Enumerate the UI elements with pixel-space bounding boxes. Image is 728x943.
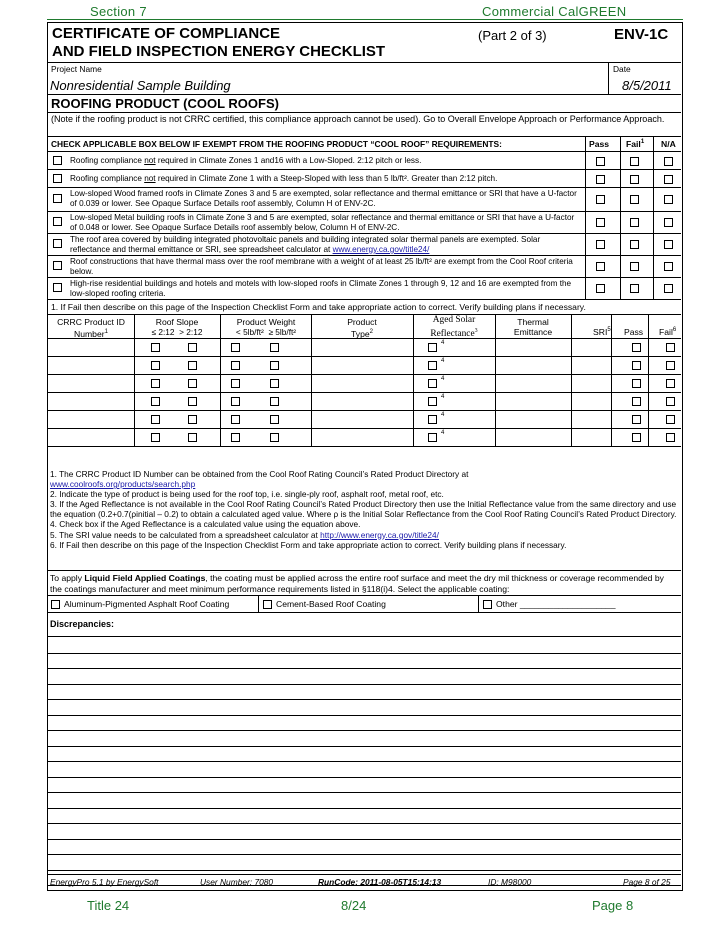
discrepancy-line[interactable]: [48, 792, 681, 793]
product-type-header: Product Type$^2$: [347, 317, 377, 339]
section-title-row: [48, 95, 681, 113]
product-table-header: [48, 315, 681, 339]
aged-footnote-mark: 4: [441, 340, 445, 346]
product-row: [48, 429, 681, 447]
aged-footnote-mark: 4: [441, 358, 445, 364]
na-checkbox[interactable]: [664, 175, 673, 184]
date-label: Date: [613, 64, 631, 74]
weight-heavy-checkbox[interactable]: [270, 397, 279, 406]
row-pass-checkbox[interactable]: [632, 433, 641, 442]
other-coating-label: Other ____________________: [496, 599, 616, 609]
roof-slope-header: Roof Slope ≤ 2:12 > 2:12: [151, 317, 203, 337]
slope-steep-checkbox[interactable]: [188, 379, 197, 388]
form-title-line1: CERTIFICATE OF COMPLIANCE: [52, 25, 281, 42]
exemption-text: The roof area covered by building integrated photovoltaic panels and building integrated solar thermal panels are exempted. Solar reflectance and thermal emittance or SRI, see spreadsheet calculator at www.energy.ca.gov/title24/: [70, 235, 541, 254]
pass-checkbox[interactable]: [596, 262, 605, 271]
footnote-1: 1. The CRRC Product ID Number can be obtained from the Cool Roof Rating Council’s Rated Product Directory at: [50, 469, 469, 479]
discrepancy-line[interactable]: [48, 761, 681, 762]
row-pass-checkbox[interactable]: [632, 361, 641, 370]
aged-footnote-mark: 4: [441, 394, 445, 400]
project-block: [48, 63, 681, 95]
footnote-5: 5. The SRI value needs to be calculated from a spreadsheet calculator at http://www.energy.ca.gov/title24/: [50, 529, 439, 540]
title24-link[interactable]: http://www.energy.ca.gov/title24/: [320, 529, 439, 540]
cement-coating-checkbox[interactable]: [263, 600, 272, 609]
product-row: [48, 393, 681, 411]
project-name-label: Project Name: [51, 64, 102, 74]
crrc-header: CRRC Product ID Number$^1$: [57, 317, 125, 339]
row-pass-checkbox[interactable]: [632, 397, 641, 406]
aged-footnote-mark: 4: [441, 412, 445, 418]
product-row: [48, 339, 681, 357]
exemption-row: [48, 234, 681, 256]
fail-note: 1. If Fail then describe on this page of the Inspection Checklist Form and take appropriate action to correct. Verify building plans if necessary.: [51, 302, 586, 312]
slope-steep-checkbox[interactable]: [188, 361, 197, 370]
row-pass-checkbox[interactable]: [632, 379, 641, 388]
footnote-3: 3. If the Aged Reflectance is not available in the Cool Roof Rating Council’s Rated Product Directory then use the Initial Reflectance value from the same directory and use the equation (0.2+0.7(ρinitial – 0.2) to obtain a calculated aged value. Where ρ is the Initial Solar Reflectance from the Cool Roof Rating Council’s Rated Product Directory.: [50, 499, 677, 520]
other-coating-checkbox[interactable]: [483, 600, 492, 609]
fail-col-header: Fail$^6$: [659, 327, 677, 337]
discrepancy-line[interactable]: [48, 653, 681, 654]
exemption-row: [48, 170, 681, 188]
aged-calculated-checkbox[interactable]: [428, 433, 437, 442]
fail-checkbox[interactable]: [630, 262, 639, 271]
aluminum-coating-label: Aluminum-Pigmented Asphalt Roof Coating: [64, 599, 230, 609]
pass-checkbox[interactable]: [596, 175, 605, 184]
fail-checkbox[interactable]: [630, 284, 639, 293]
weight-heavy-checkbox[interactable]: [270, 433, 279, 442]
na-checkbox[interactable]: [664, 195, 673, 204]
discrepancy-line[interactable]: [48, 839, 681, 840]
exemption-checkbox[interactable]: [53, 194, 62, 203]
exemption-text: Low-sloped Wood framed roofs in Climate Zones 3 and 5 are exempted, solar reflectance and thermal emittance or SRI that have a U-factor of 0.039 or lower. See Opaque Surface Details roof assembly, Column H of ENV-2C.: [70, 189, 577, 208]
form-footer: [48, 874, 681, 890]
aged-calculated-checkbox[interactable]: [428, 415, 437, 424]
form-id: ENV-1C: [614, 26, 669, 43]
discrepancy-line[interactable]: [48, 746, 681, 747]
row-pass-checkbox[interactable]: [632, 343, 641, 352]
pass-col-header: Pass: [624, 327, 644, 337]
fail-checkbox[interactable]: [630, 195, 639, 204]
weight-light-checkbox[interactable]: [231, 379, 240, 388]
exempt-header: [48, 137, 681, 152]
discrepancy-line[interactable]: [48, 684, 681, 685]
product-row: [48, 375, 681, 393]
program-label: Commercial CalGREEN: [482, 4, 627, 19]
slope-low-checkbox[interactable]: [151, 379, 160, 388]
slope-steep-checkbox[interactable]: [188, 415, 197, 424]
fail-header: Fail$^1$: [626, 139, 645, 149]
discrepancy-line[interactable]: [48, 730, 681, 731]
exemption-checkbox[interactable]: [53, 283, 62, 292]
slope-low-checkbox[interactable]: [151, 343, 160, 352]
part-label: (Part 2 of 3): [478, 28, 547, 43]
pass-checkbox[interactable]: [596, 218, 605, 227]
compliance-form: [47, 22, 683, 891]
product-weight-header: Product Weight < 5lb/ft² ≥ 5lb/ft²: [235, 317, 297, 337]
aged-calculated-checkbox[interactable]: [428, 379, 437, 388]
pass-checkbox[interactable]: [596, 157, 605, 166]
na-header: N/A: [661, 139, 676, 149]
aged-calculated-checkbox[interactable]: [428, 397, 437, 406]
discrepancy-line[interactable]: [48, 715, 681, 716]
user-number: User Number: 7080: [200, 877, 274, 887]
page-count: Page 8 of 25: [623, 877, 671, 887]
discrepancy-line[interactable]: [48, 870, 681, 871]
discrepancy-line[interactable]: [48, 854, 681, 855]
discrepancies-header: [48, 613, 681, 637]
weight-light-checkbox[interactable]: [231, 397, 240, 406]
product-row: [48, 411, 681, 429]
run-code: RunCode: 2011-08-05T15:14:13: [318, 877, 442, 887]
slope-steep-checkbox[interactable]: [188, 343, 197, 352]
fail-checkbox[interactable]: [630, 157, 639, 166]
aged-calculated-checkbox[interactable]: [428, 343, 437, 352]
cement-coating-label: Cement-Based Roof Coating: [276, 599, 386, 609]
row-fail-checkbox[interactable]: [666, 361, 675, 370]
software-label: EnergyPro 5.1 by EnergySoft: [50, 877, 159, 887]
exemption-text: High-rise residential buildings and hotels and motels with low-sloped roofs in Climate Zones 1 through 9, 12 and 16 are exempted from the low-sloped roofing criteria.: [70, 279, 572, 298]
weight-light-checkbox[interactable]: [231, 433, 240, 442]
coating-options: [48, 596, 681, 613]
approach-note: (Note if the roofing product is not CRRC certified, this compliance approach cannot be used). Go to Overall Envelope Approach or Performance Approach.: [51, 114, 665, 124]
pass-checkbox[interactable]: [596, 195, 605, 204]
date-value[interactable]: 8/5/2011: [622, 78, 672, 93]
slope-low-checkbox[interactable]: [151, 361, 160, 370]
discrepancy-line[interactable]: [48, 823, 681, 824]
exemption-checkbox[interactable]: [53, 217, 62, 226]
exemption-checkbox[interactable]: [53, 156, 62, 165]
weight-heavy-checkbox[interactable]: [270, 361, 279, 370]
title24-label: Title 24: [87, 898, 130, 913]
page-number: Page 8: [592, 898, 634, 913]
aged-reflectance-header: Aged Solar Reflectance$^3$: [430, 315, 478, 340]
slope-low-checkbox[interactable]: [151, 415, 160, 424]
na-checkbox[interactable]: [664, 157, 673, 166]
product-row: [48, 357, 681, 375]
row-fail-checkbox[interactable]: [666, 397, 675, 406]
na-checkbox[interactable]: [664, 218, 673, 227]
na-checkbox[interactable]: [664, 284, 673, 293]
aged-footnote-mark: 4: [441, 430, 445, 436]
exemption-checkbox[interactable]: [53, 174, 62, 183]
footnote-4: 4. Check box if the Aged Reflectance is a calculated value using the equation above.: [50, 519, 361, 530]
aged-footnote-mark: 4: [441, 376, 445, 382]
na-checkbox[interactable]: [664, 262, 673, 271]
exemption-checkbox[interactable]: [53, 261, 62, 270]
footnote-6: 6. If Fail then describe on this page of the Inspection Checklist Form and take appropriate action to correct. Verify building plans if necessary.: [50, 539, 567, 550]
exemption-row: [48, 256, 681, 278]
pass-header: Pass: [589, 139, 610, 149]
exemption-text: Low-sloped Metal building roofs in Climate Zone 3 and 5 are exempted, solar reflectance and thermal emittance or SRI that have a U-factor of 0.048 or lower. See Opaque Surface Details roof assembly below, Column H of ENV-2C.: [70, 213, 575, 232]
project-name-value[interactable]: Nonresidential Sample Building: [50, 78, 231, 93]
discrepancy-line[interactable]: [48, 668, 681, 669]
row-pass-checkbox[interactable]: [632, 415, 641, 424]
slope-low-checkbox[interactable]: [151, 397, 160, 406]
weight-light-checkbox[interactable]: [231, 361, 240, 370]
weight-heavy-checkbox[interactable]: [270, 379, 279, 388]
exemption-row: [48, 188, 681, 212]
discrepancies-label: Discrepancies:: [50, 619, 115, 629]
id-label: ID: M98000: [488, 877, 532, 887]
exemption-text: Roofing compliance not required in Climate Zones 1 and16 with a Low-Sloped. 2:12 pitch or less.: [70, 156, 422, 165]
coatings-intro: To apply Liquid Field Applied Coatings, the coating must be applied across the entire roof surface and meet the dry mil thickness or coverage recommended by the coatings manufacturer and meet minimum performance requirements listed in §118(i)4. Select the applicable coating:: [50, 573, 664, 594]
title-block: [48, 23, 681, 63]
footnote-2: 2. Indicate the type of product is being used for the roof top, i.e. single-ply roof, asphalt roof, metal roof, etc.: [50, 489, 444, 500]
weight-light-checkbox[interactable]: [231, 343, 240, 352]
form-title-line2: AND FIELD INSPECTION ENERGY CHECKLIST: [52, 43, 386, 60]
sri-header: SRI$^5$: [593, 327, 611, 337]
slope-low-checkbox[interactable]: [151, 433, 160, 442]
slope-steep-checkbox[interactable]: [188, 433, 197, 442]
fail-checkbox[interactable]: [630, 175, 639, 184]
row-fail-checkbox[interactable]: [666, 415, 675, 424]
page-fraction: 8/24: [341, 898, 367, 913]
weight-heavy-checkbox[interactable]: [270, 415, 279, 424]
exemption-checkbox[interactable]: [53, 239, 62, 248]
fail-note-row: [48, 300, 681, 315]
coolroofs-link[interactable]: www.coolroofs.org/products/search.php: [50, 479, 196, 490]
exemption-text: Roof constructions that have thermal mass over the roof membrane with a weight of at least 25 lb/ft² are exempt from the Cool Roof criteria below.: [70, 257, 573, 276]
aluminum-coating-checkbox[interactable]: [51, 600, 60, 609]
energy-link[interactable]: www.energy.ca.gov/title24/: [332, 245, 430, 254]
row-fail-checkbox[interactable]: [666, 343, 675, 352]
header-rule: [47, 19, 683, 20]
pass-checkbox[interactable]: [596, 240, 605, 249]
weight-light-checkbox[interactable]: [231, 415, 240, 424]
coatings-intro-row: [48, 571, 681, 596]
row-fail-checkbox[interactable]: [666, 379, 675, 388]
note-row: [48, 113, 681, 137]
slope-steep-checkbox[interactable]: [188, 397, 197, 406]
thermal-emittance-header: Thermal Emittance: [513, 317, 553, 337]
fail-checkbox[interactable]: [630, 240, 639, 249]
exemption-row: [48, 152, 681, 170]
exemption-text: Roofing compliance not required in Climate Zone 1 with a Steep-Sloped with less than 5 lb/ft². Greater than 2:12 pitch.: [70, 174, 498, 183]
row-fail-checkbox[interactable]: [666, 433, 675, 442]
footnotes: [48, 467, 681, 571]
discrepancy-line[interactable]: [48, 777, 681, 778]
exemption-row: [48, 278, 681, 300]
discrepancy-line[interactable]: [48, 808, 681, 809]
pass-checkbox[interactable]: [596, 284, 605, 293]
exempt-header-label: CHECK APPLICABLE BOX BELOW IF EXEMPT FROM THE ROOFING PRODUCT “COOL ROOF” REQUIREMENTS:: [51, 139, 502, 149]
weight-heavy-checkbox[interactable]: [270, 343, 279, 352]
exemption-row: [48, 212, 681, 234]
fail-checkbox[interactable]: [630, 218, 639, 227]
section-label: Section 7: [90, 4, 147, 19]
discrepancy-line[interactable]: [48, 699, 681, 700]
section-title: ROOFING PRODUCT (COOL ROOFS): [51, 96, 279, 111]
aged-calculated-checkbox[interactable]: [428, 361, 437, 370]
na-checkbox[interactable]: [664, 240, 673, 249]
